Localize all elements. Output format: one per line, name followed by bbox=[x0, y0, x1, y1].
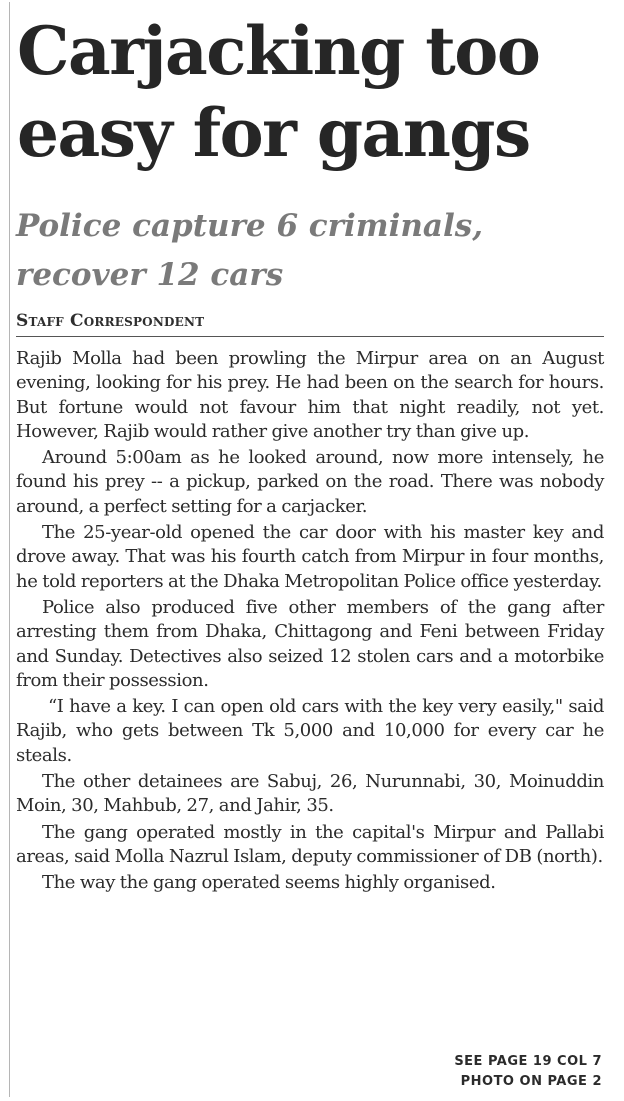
photo-reference-line: PHOTO ON PAGE 2 bbox=[460, 1074, 602, 1089]
paragraph: Rajib Molla had been prowling the Mirpur area on an August evening, looking for his prey. He had been on the search for hours. But fortune would not favour him that night readily, not yet. However, Rajib would rather give another try than give up. bbox=[16, 348, 604, 442]
headline-line-2: easy for gangs bbox=[17, 94, 530, 172]
subheadline bbox=[16, 202, 616, 300]
paragraph: The way the gang operated seems highly organised. bbox=[42, 872, 496, 894]
subheadline-line-1: Police capture 6 criminals, bbox=[16, 208, 484, 244]
column-rule bbox=[9, 2, 10, 1097]
byline: Staff Correspondent bbox=[16, 311, 205, 331]
continuation-notes bbox=[454, 1052, 602, 1092]
paragraph: The other detainees are Sabuj, 26, Nurunnabi, 30, Moinuddin Moin, 30, Mahbub, 27, and Jahir, 35. bbox=[16, 771, 604, 817]
article-body bbox=[16, 347, 604, 898]
paragraph: Around 5:00am as he looked around, now more intensely, he found his prey -- a pickup, parked on the road. There was nobody around, a perfect setting for a carjacker. bbox=[16, 447, 604, 517]
byline-divider bbox=[16, 336, 604, 337]
paragraph: Police also produced five other members of the gang after arresting them from Dhaka, Chittagong and Feni between Friday and Sunday. Detectives also seized 12 stolen cars and a motorbike from their possession. bbox=[16, 596, 604, 691]
headline bbox=[17, 10, 617, 174]
paragraph: The gang operated mostly in the capital's Mirpur and Pallabi areas, said Molla Nazrul Islam, deputy commissioner of DB (north). bbox=[16, 821, 604, 867]
continuation-line: SEE PAGE 19 COL 7 bbox=[454, 1054, 602, 1069]
paragraph: “I have a key. I can open old cars with the key very easily," said Rajib, who gets between Tk 5,000 and 10,000 for every car he steals. bbox=[16, 696, 604, 766]
headline-line-1: Carjacking too bbox=[17, 12, 540, 90]
paragraph: The 25-year-old opened the car door with his master key and drove away. That was his fourth catch from Mirpur in four months, he told reporters at the Dhaka Metropolitan Police office yesterday. bbox=[16, 522, 604, 592]
subheadline-line-2: recover 12 cars bbox=[16, 257, 284, 293]
